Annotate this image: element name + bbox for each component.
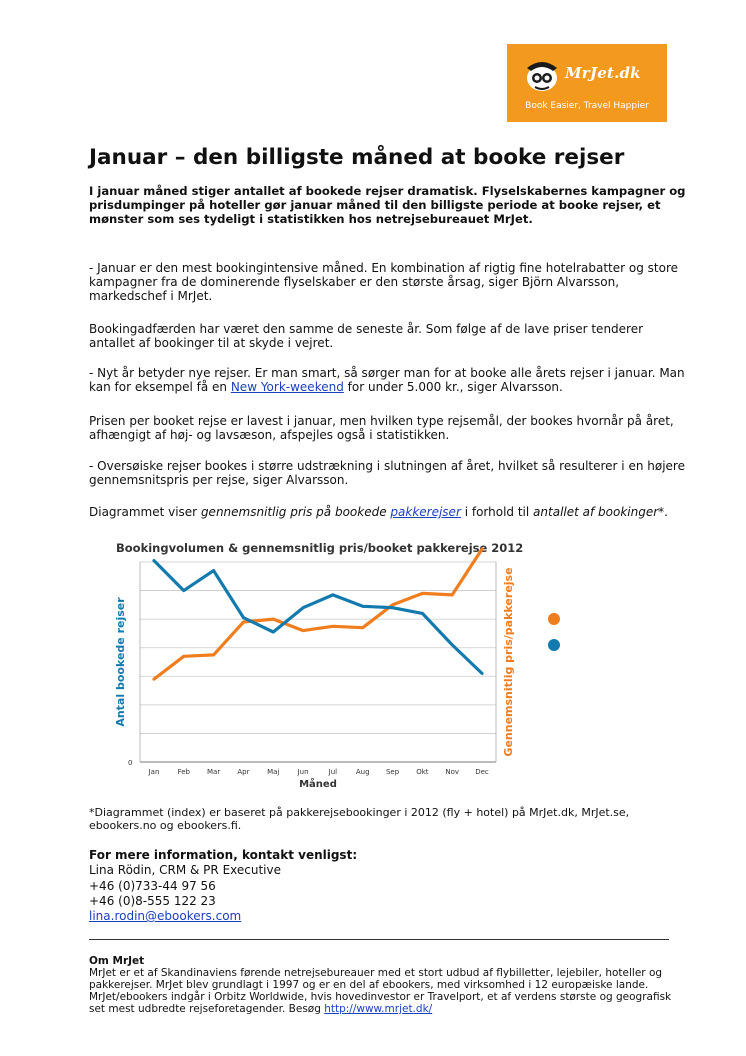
- series-line-pris: [154, 549, 482, 679]
- y-tick-label: 0: [128, 759, 133, 767]
- paragraph-2: Bookingadfærden har været den samme de seneste år. Som følge af de lave priser tenderer antallet af bookinger til at skyde i vejret.: [89, 322, 644, 350]
- paragraph-6: [89, 505, 689, 519]
- about-heading: Om MrJet: [89, 955, 145, 967]
- pakkerejser-link[interactable]: pakkerejser: [390, 505, 461, 519]
- paragraph-5: - Oversøiske rejser bookes i større udstrækning i slutningen af året, hvilket så resulterer i en højere gennemsnitspris per rejse, siger Alvarsson.: [89, 459, 685, 487]
- new-york-weekend-link[interactable]: New York-weekend: [230, 380, 344, 394]
- x-tick-label: Jul: [328, 768, 338, 776]
- y-axis-label-right: Gennemsnitlig pris/pakkerejse: [502, 567, 515, 757]
- lead-paragraph: I januar måned stiger antallet af bookede rejser dramatisk. Flyselskabernes kampagner og prisdumpinger på hoteller gør januar måned til den billigste periode at booke rejser, et mønster som ses tydeligt i statistikken hos netrejsebureauet MrJet.: [89, 184, 686, 226]
- x-tick-label: Apr: [237, 768, 250, 776]
- x-tick-label: Okt: [416, 768, 429, 776]
- legend-dot-pris: [548, 613, 560, 625]
- contact-phone-2: +46 (0)8-555 122 23: [89, 894, 216, 908]
- x-axis-label: Måned: [299, 779, 337, 790]
- x-tick-label: Aug: [355, 768, 370, 776]
- booking-price-chart: [104, 538, 536, 794]
- contact-email-link[interactable]: lina.rodin@ebookers.com: [89, 909, 242, 923]
- legend-dot-bookinger: [548, 639, 560, 651]
- paragraph-3-text-b: for under 5.000 kr., siger Alvarsson.: [343, 380, 563, 394]
- x-tick-label: Dec: [475, 768, 489, 776]
- mascot-icon: [523, 54, 561, 94]
- paragraph-1: - Januar er den mest bookingintensive måned. En kombination af rigtig fine hotelrabatter og store kampagner fra de dominerende flyselskaber er den største årsag, siger Björn Alvarsson, markedschef i MrJet.: [89, 261, 679, 303]
- y-axis-label-left: Antal bookede rejser: [114, 597, 127, 727]
- chart-title: Bookingvolumen & gennemsnitlig pris/booket pakkerejse 2012: [116, 541, 524, 555]
- x-tick-label: Feb: [177, 768, 191, 776]
- mrjet-website-link[interactable]: http://www.mrjet.dk/: [324, 1003, 433, 1015]
- contact-heading: For mere information, kontakt venligst:: [89, 848, 358, 862]
- about-text: [89, 967, 674, 1015]
- legend-item-pris: [548, 610, 648, 628]
- about-body: MrJet er et af Skandinaviens førende netrejsebureauer med et stort udbud af flybilletter, lejebiler, hoteller og pakkerejser. MrJet blev grundlagt i 1997 og er en del af ebookers, med virksomhed i 12 europæiske lande. MrJet/ebookers indgår i Orbitz Worldwide, hvis hovedinvestor er Travelport, et af verdens største og geografisk set mest udbredte rejseforetagender. Besøg: [89, 967, 672, 1015]
- mrjet-logo[interactable]: [507, 44, 667, 122]
- paragraph-6-text-c: i forhold til: [460, 505, 534, 519]
- divider: [89, 939, 669, 940]
- paragraph-6-text-d: antallet af bookinger: [533, 505, 659, 519]
- contact-phone-1: +46 (0)733-44 97 56: [89, 879, 216, 893]
- x-tick-label: Maj: [267, 768, 280, 776]
- x-tick-label: Sep: [385, 768, 400, 776]
- paragraph-3: [89, 366, 689, 394]
- page-title: Januar – den billigste måned at booke rejser: [89, 145, 625, 170]
- chart-legend: [548, 610, 648, 654]
- x-tick-label: Mar: [207, 768, 221, 776]
- paragraph-6-text-e: *.: [658, 505, 668, 519]
- paragraph-3-text-a: - Nyt år betyder nye rejser. Er man smart, så sørger man for at booke alle årets rejser i januar. Man kan for eksempel få en: [89, 366, 685, 394]
- paragraph-6-text-b: gennemsnitlig pris på bookede: [200, 505, 391, 519]
- x-tick-label: Jun: [297, 768, 309, 776]
- x-tick-label: Nov: [445, 768, 460, 776]
- logo-slogan: Book Easier, Travel Happier: [525, 101, 649, 111]
- paragraph-4: Prisen per booket rejse er lavest i januar, men hvilken type rejsemål, der bookes hvornår på året, afhængigt af høj- og lavsæson, afspejles også i statistikken.: [89, 414, 674, 442]
- x-tick-label: Jan: [148, 768, 160, 776]
- legend-item-bookinger: [548, 636, 648, 654]
- paragraph-6-text-a: Diagrammet viser: [89, 505, 201, 519]
- chart-footnote: *Diagrammet (index) er baseret på pakkerejsebookinger i 2012 (fly + hotel) på MrJet.dk, MrJet.se, ebookers.no og ebookers.fi.: [89, 806, 630, 832]
- contact-name: Lina Rödin, CRM & PR Executive: [89, 863, 281, 877]
- logo-brand: MrJet.dk: [565, 64, 641, 82]
